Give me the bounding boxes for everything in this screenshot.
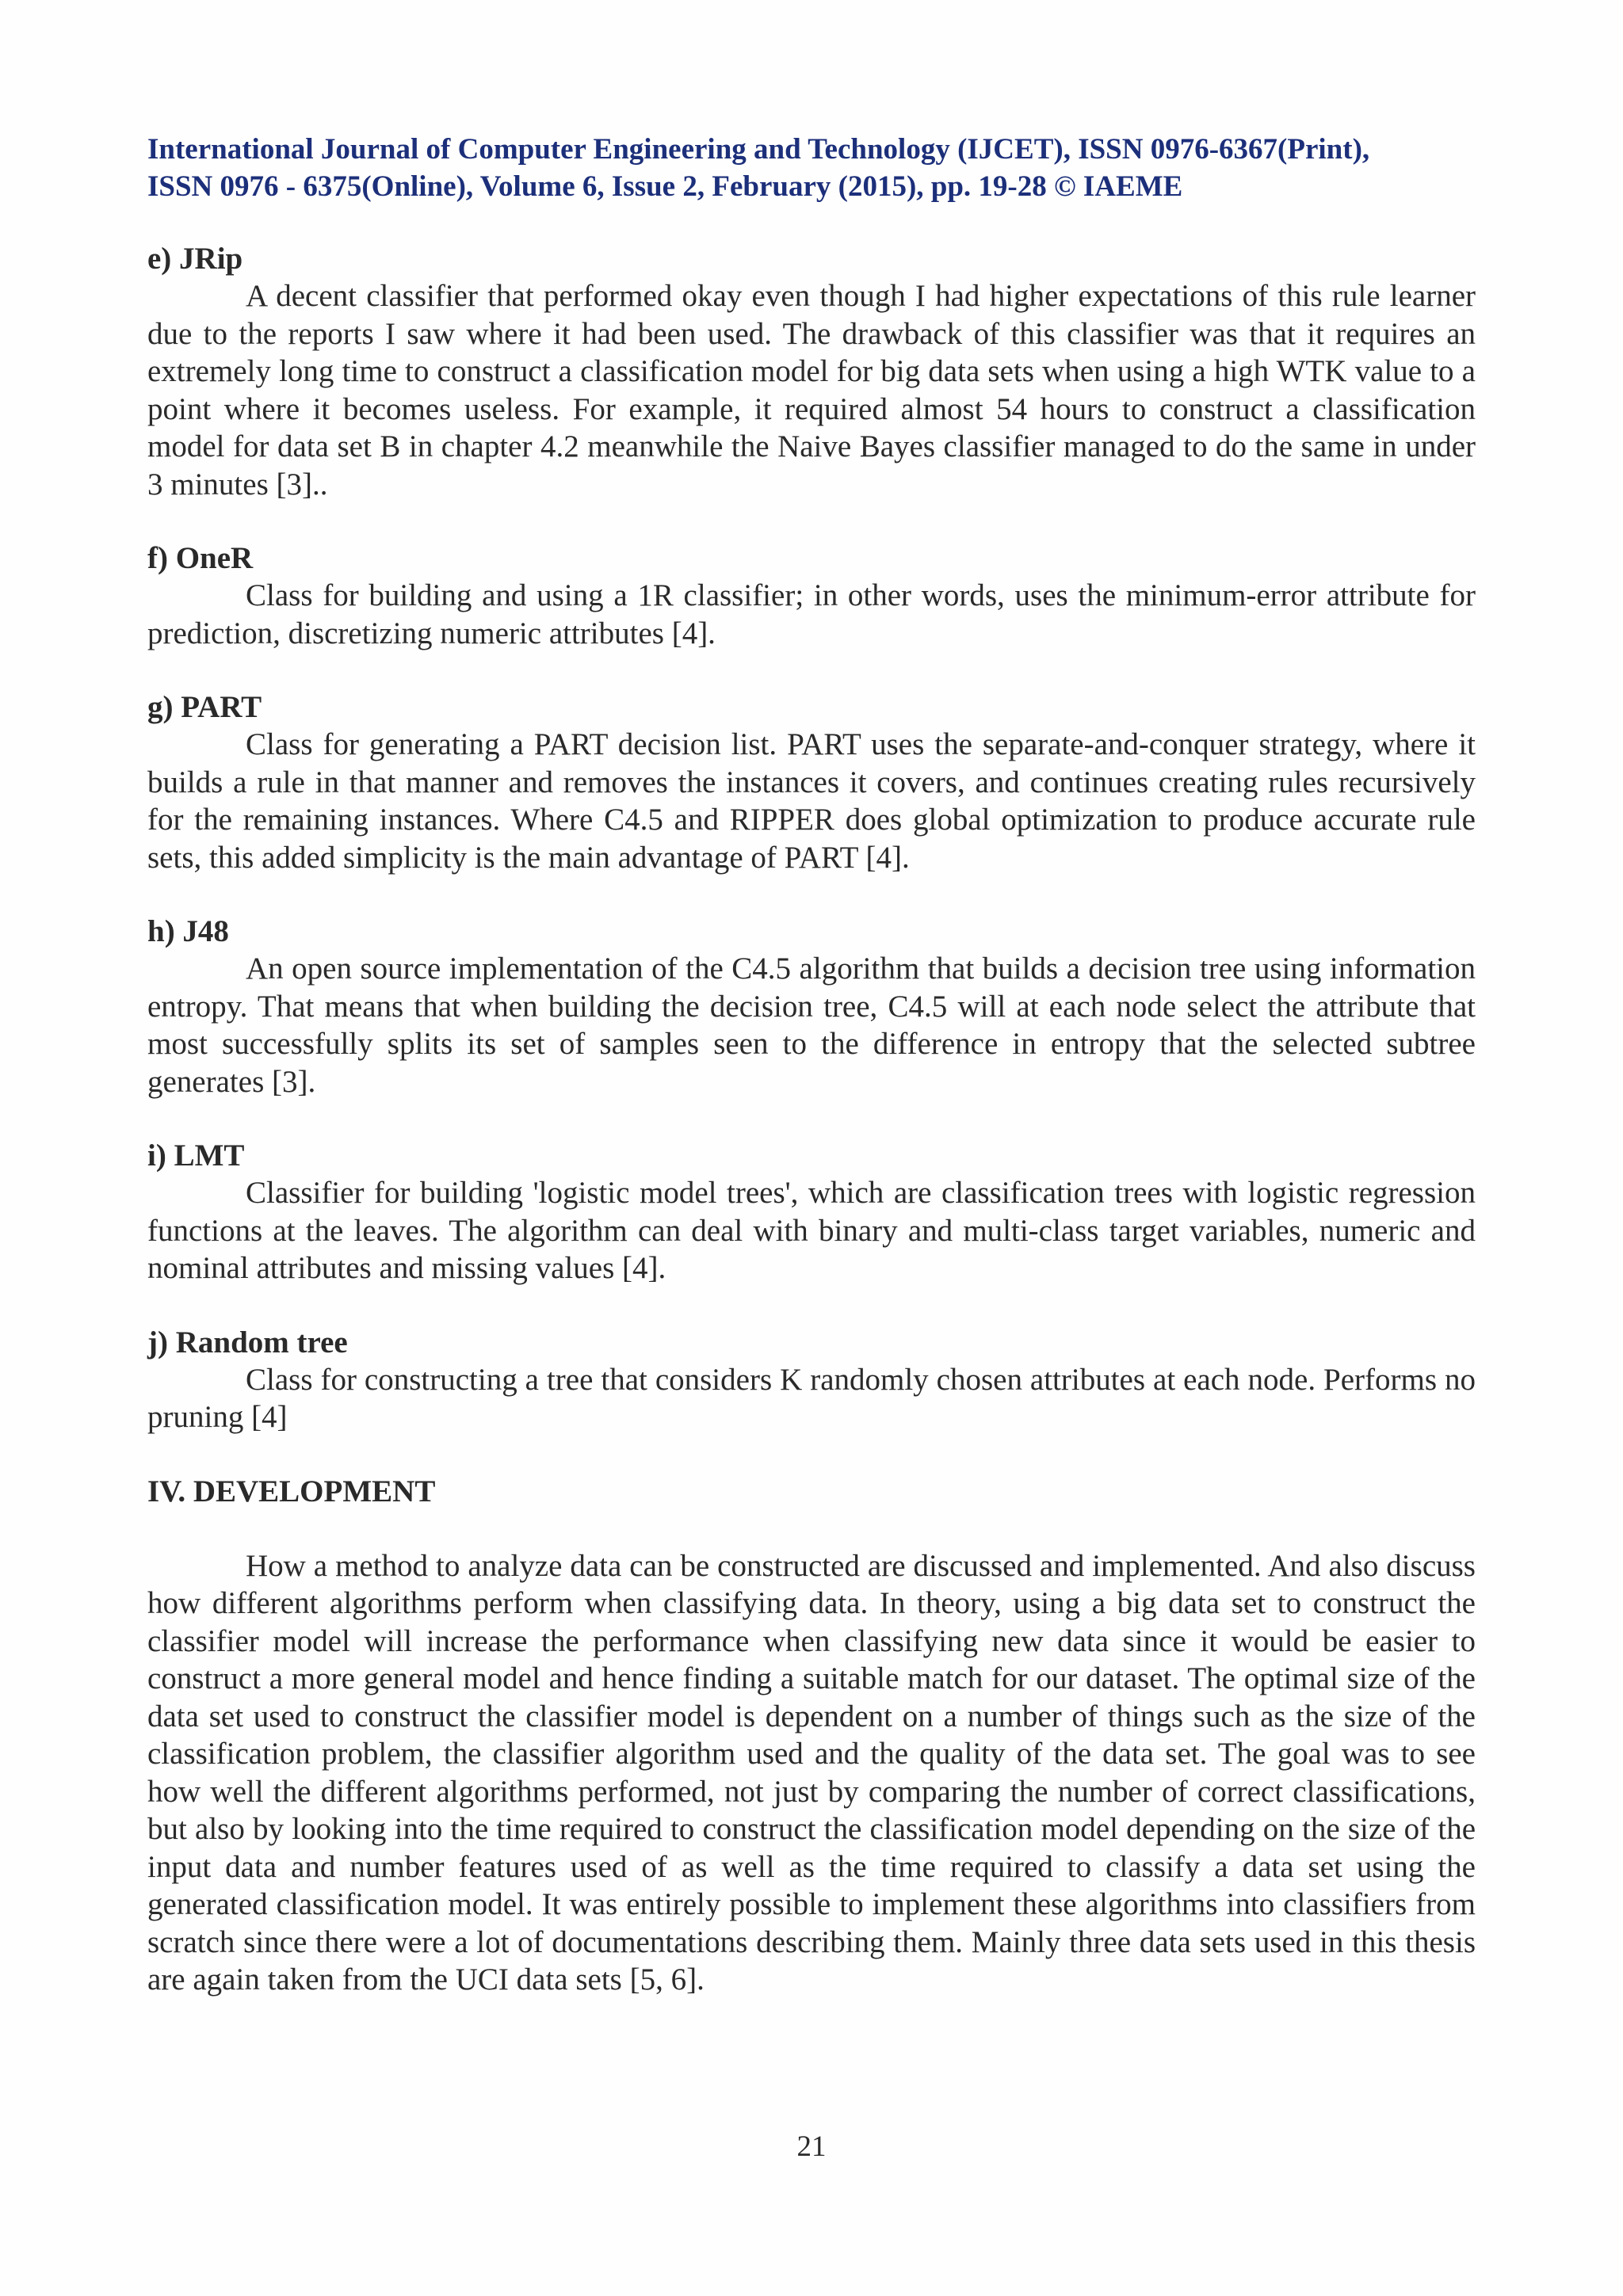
section-paragraph: Class for constructing a tree that considers K randomly chosen attributes at each node. Performs no pruning [4] xyxy=(147,1362,1476,1434)
section-heading: f) OneR xyxy=(147,541,254,575)
section-heading: e) JRip xyxy=(147,242,243,276)
development-paragraph: How a method to analyze data can be constructed are discussed and implemented. And also discuss how different algorithms perform when classifying data. In theory, using a big data set to construct the classifier model will increase the performance when classifying new data since it would be easier to construct a more general model and hence finding a suitable match for our dataset. The optimal size of the data set used to construct the classifier model is dependent on a number of things such as the size of the classification problem, the classifier algorithm used and the quality of the data set. The goal was to see how well the different algorithms performed, not just by comparing the number of correct classifications, but also by looking into the time required to construct the classification model depending on the size of the input data and number features used of as well as the time required to classify a data set using the generated classification model. It was entirely possible to implement these algorithms into classifiers from scratch since there were a lot of documentations describing them. Mainly three data sets used in this thesis are again taken from the UCI data sets [5, 6]. xyxy=(147,1548,1476,1997)
section-paragraph: An open source implementation of the C4.5 algorithm that builds a decision tree using information entropy. That means that when building the decision tree, C4.5 will at each node select the attribute that most successfully splits its set of samples seen to the difference in entropy that the selected subtree generates [3]. xyxy=(147,952,1476,1099)
journal-header-line-1: International Journal of Computer Engineering and Technology (IJCET), ISSN 0976-6367(Print), xyxy=(147,133,1370,166)
section-paragraph: Classifier for building 'logistic model trees', which are classification trees with logistic regression functions at the leaves. The algorithm can deal with binary and multi-class target variables, numeric and nominal attributes and missing values [4]. xyxy=(147,1176,1476,1285)
section-heading: g) PART xyxy=(147,690,262,724)
section-paragraph: A decent classifier that performed okay even though I had higher expectations of this rule learner due to the reports I saw where it had been used. The drawback of this classifier was that it requires an extremely long time to construct a classification model for big data sets when using a high WTK value to a point where it becomes useless. For example, it required almost 54 hours to construct a classification model for data set B in chapter 4.2 meanwhile the Naive Bayes classifier managed to do the same in under 3 minutes [3].. xyxy=(147,279,1476,502)
section-j48 xyxy=(147,913,1476,1100)
section-jrip xyxy=(147,240,1476,503)
development-heading: IV. DEVELOPMENT xyxy=(147,1474,436,1508)
section-random-tree xyxy=(147,1324,1476,1436)
section-paragraph: Class for generating a PART decision list. PART uses the separate-and-conquer strategy, where it builds a rule in that manner and removes the instances it covers, and continues creating rules recursively for the remaining instances. Where C4.5 and RIPPER does global optimization to produce accurate rule sets, this added simplicity is the main advantage of PART [4]. xyxy=(147,727,1476,875)
section-part xyxy=(147,688,1476,876)
section-oner xyxy=(147,540,1476,652)
section-heading: h) J48 xyxy=(147,914,229,948)
section-heading: j) Random tree xyxy=(147,1325,348,1360)
page-content xyxy=(147,131,1476,2035)
journal-header-line-2: ISSN 0976 - 6375(Online), Volume 6, Issue 2, February (2015), pp. 19-28 © IAEME xyxy=(147,170,1183,203)
journal-header xyxy=(147,131,1476,205)
section-paragraph: Class for building and using a 1R classifier; in other words, uses the minimum-error attribute for prediction, discretizing numeric attributes [4]. xyxy=(147,578,1476,650)
page-number: 21 xyxy=(796,2130,827,2163)
section-development xyxy=(147,1473,1476,1999)
section-lmt xyxy=(147,1137,1476,1287)
section-heading: i) LMT xyxy=(147,1138,245,1173)
